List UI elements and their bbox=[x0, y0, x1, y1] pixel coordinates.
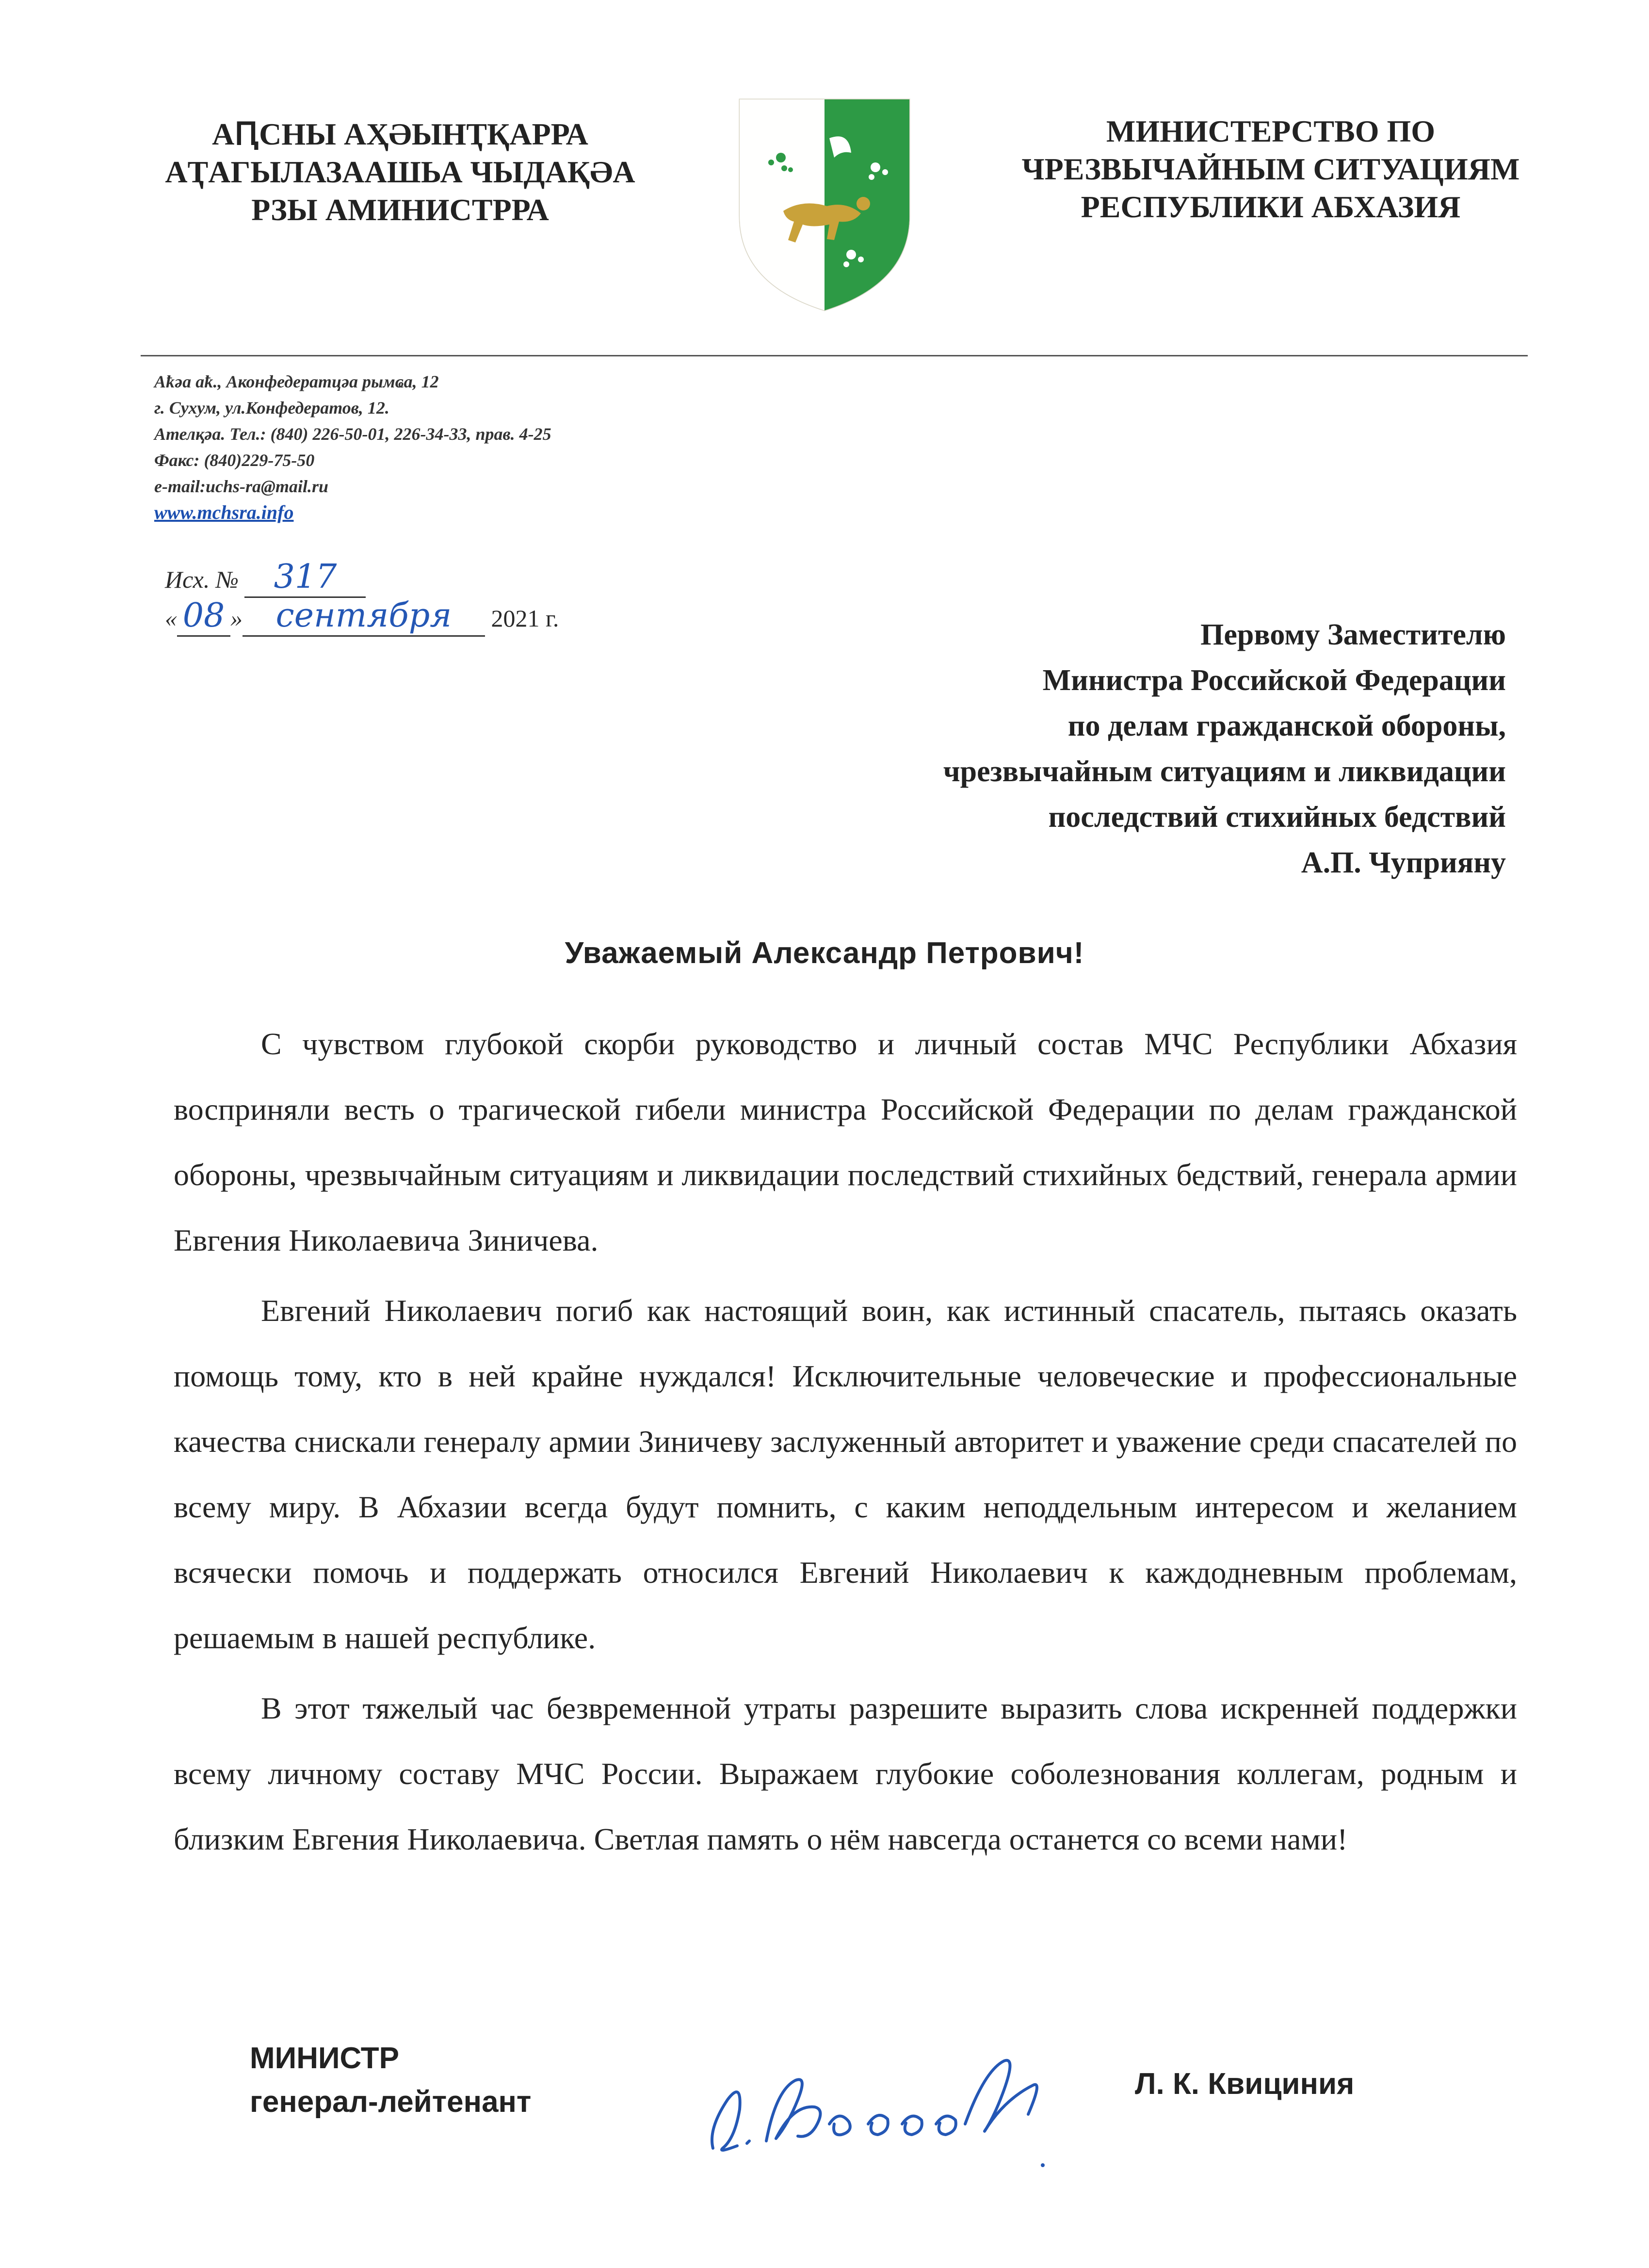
contact-fax: Факс: (840)229-75-50 bbox=[154, 450, 315, 470]
contact-address-russian: г. Сухум, ул.Конфедератов, 12. bbox=[154, 398, 389, 418]
addressee-line-4: чрезвычайным ситуациям и ликвидации bbox=[943, 755, 1506, 788]
contact-website-link[interactable]: www.mchsra.info bbox=[154, 501, 294, 523]
addressee-line-3: по делам гражданской обороны, bbox=[1067, 709, 1506, 742]
addressee-line-1: Первому Заместителю bbox=[1200, 618, 1506, 651]
header-right-line-1: МИНИСТЕРСТВО ПО bbox=[1106, 114, 1436, 148]
addressee-line-6: А.П. Чуприяну bbox=[1301, 846, 1506, 879]
registration-block bbox=[165, 558, 559, 635]
date-month: сентября bbox=[242, 596, 485, 637]
header-left-line-3: РЗЫ АМИНИСТРРА bbox=[251, 193, 549, 227]
outgoing-number-value: 317 bbox=[244, 558, 366, 598]
header-left-line-2: АҬАГЫЛАЗААШЬА ЧЫДАҚӘА bbox=[165, 155, 635, 189]
outgoing-number-label: Исх. № bbox=[165, 566, 239, 593]
outgoing-date-row bbox=[165, 596, 559, 635]
contact-block bbox=[154, 369, 833, 526]
signatory-name: Л. К. Квициния bbox=[1135, 2067, 1355, 2101]
date-close-quote: » bbox=[230, 605, 242, 632]
contact-address-abkhaz: Аҟәа аҟ., Аконфедератцәа рымҩа, 12 bbox=[154, 372, 439, 391]
signatory-title bbox=[250, 2037, 531, 2124]
coat-of-arms-icon bbox=[730, 95, 919, 315]
date-year: 2021 г. bbox=[491, 605, 559, 632]
signatory-rank: генерал-лейтенант bbox=[250, 2085, 532, 2119]
addressee-line-2: Министра Российской Федерации bbox=[1042, 664, 1506, 697]
letter-body bbox=[174, 1011, 1517, 1872]
header-right-russian bbox=[980, 113, 1562, 226]
header-left-line-1: АԤСНЫ АҲӘЫНҬҚАРРА bbox=[212, 117, 588, 151]
paragraph-1: С чувством глубокой скорби руководство и личный состав МЧС Республики Абхазия восприняли весть о трагической гибели министра Российской Федерации по делам гражданской обороны, чрезвычайным ситуациям и ликвидации последствий стихийных бедствий, генерала армии Евгения Николаевича Зиничева. bbox=[174, 1027, 1517, 1257]
greeting: Уважаемый Александр Петрович! bbox=[565, 936, 1084, 970]
date-day: 08 bbox=[177, 596, 230, 637]
addressee-line-5: последствий стихийных бедствий bbox=[1048, 801, 1506, 834]
signatory-position: МИНИСТР bbox=[250, 2042, 400, 2075]
contact-phone: Ателқәа. Тел.: (840) 226-50-01, 226-34-33, прав. 4-25 bbox=[154, 424, 551, 444]
paragraph-2: Евгений Николаевич погиб как настоящий воин, как истинный спасатель, пытаясь оказать помощь тому, кто в ней крайне нуждался! Исключительные человеческие и профессиональные качества снискали генералу армии Зиничеву заслуженный авторитет и уважение среди спасателей по всему миру. В Абхазии всегда будут помнить, с каким неподдельным интересом и желанием всячески помочь и поддержать относился Евгений Николаевич к каждодневным проблемам, решаемым в нашей республике. bbox=[174, 1293, 1517, 1655]
date-open-quote: « bbox=[165, 605, 177, 632]
outgoing-number-row bbox=[165, 558, 559, 596]
contact-email: e-mail:uchs-ra@mail.ru bbox=[154, 477, 328, 496]
header-right-line-3: РЕСПУБЛИКИ АБХАЗИЯ bbox=[1081, 190, 1461, 224]
header-divider bbox=[141, 355, 1528, 356]
paragraph-3: В этот тяжелый час безвременной утраты разрешите выразить слова искренней поддержки всему личному составу МЧС России. Выражаем глубокие соболезнования коллегам, родным и близким Евгения Николаевича. Светлая память о нём навсегда останется со всеми нами! bbox=[174, 1691, 1517, 1856]
header-right-line-2: ЧРЕЗВЫЧАЙНЫМ СИТУАЦИЯМ bbox=[1021, 152, 1520, 186]
addressee-block bbox=[536, 612, 1506, 885]
handwritten-signature-icon bbox=[694, 2027, 1101, 2172]
header-left-abkhaz bbox=[131, 115, 669, 229]
